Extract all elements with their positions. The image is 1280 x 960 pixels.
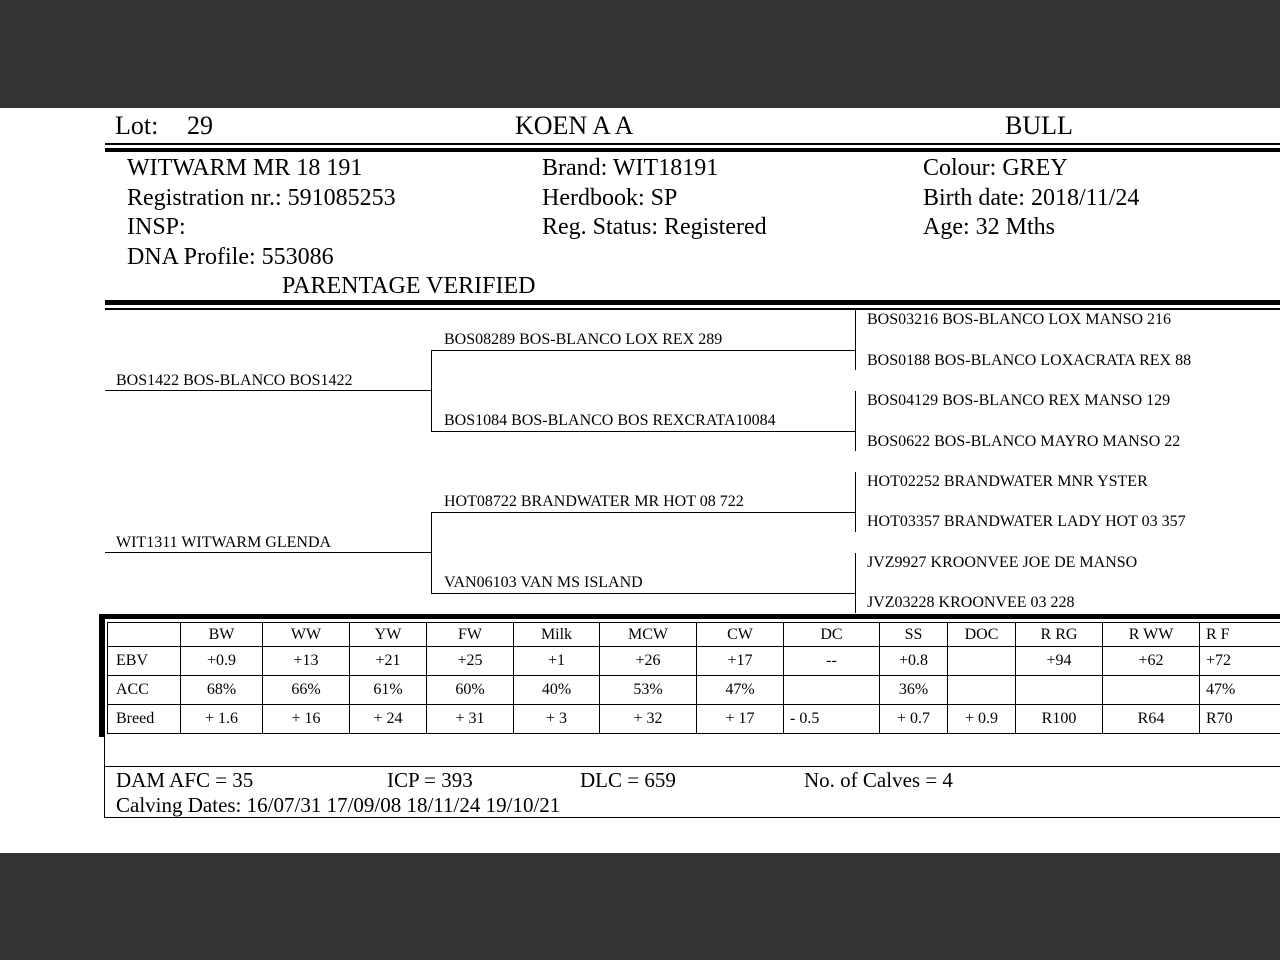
ebv-cell	[784, 676, 880, 705]
dam-box-top	[104, 766, 1280, 767]
pedigree-line	[431, 350, 855, 351]
dam-calves: No. of Calves = 4	[804, 768, 953, 792]
ebv-header-cell: Milk	[514, 623, 600, 647]
ebv-cell: 40%	[514, 676, 600, 705]
ebv-row-ebv	[108, 647, 1280, 676]
dna-profile: DNA Profile: 553086	[127, 244, 334, 270]
pedigree-line	[431, 431, 855, 432]
pedigree-dam-sire: HOT08722 BRANDWATER MR HOT 08 722	[444, 493, 744, 510]
pedigree-sire-dam: BOS1084 BOS-BLANCO BOS REXCRATA10084	[444, 412, 776, 429]
brand: Brand: WIT18191	[542, 155, 719, 181]
pedigree-ggp-2: BOS0188 BOS-BLANCO LOXACRATA REX 88	[867, 352, 1192, 369]
ebv-cell	[948, 676, 1016, 705]
ebv-row-label: ACC	[108, 676, 181, 705]
header-rule-thick	[105, 148, 1280, 152]
top-letterbox	[0, 0, 1280, 108]
pedigree-line	[105, 552, 432, 553]
ebv-cell: +21	[350, 647, 427, 676]
bottom-letterbox	[0, 853, 1280, 960]
pedigree-ggp-4: BOS0622 BOS-BLANCO MAYRO MANSO 22	[867, 433, 1181, 450]
ebv-header-cell: WW	[263, 623, 350, 647]
ebv-cell: 66%	[263, 676, 350, 705]
pedigree-ggp-6: HOT03357 BRANDWATER LADY HOT 03 357	[867, 513, 1186, 530]
ebv-row-label: Breed	[108, 705, 181, 734]
age: Age: 32 Mths	[923, 214, 1055, 240]
pedigree-line	[105, 390, 432, 391]
birth-date: Birth date: 2018/11/24	[923, 185, 1140, 211]
lot-sheet	[0, 108, 1280, 853]
pedigree-bracket	[431, 350, 432, 431]
colour: Colour: GREY	[923, 155, 1068, 181]
ebv-cell: 68%	[181, 676, 263, 705]
ebv-cell: + 24	[350, 705, 427, 734]
ebv-header-cell: R F	[1200, 623, 1280, 647]
ebv-header-cell: MCW	[600, 623, 697, 647]
ebv-header-cell: R RG	[1016, 623, 1103, 647]
herdbook: Herdbook: SP	[542, 185, 678, 211]
ebv-header-cell: DC	[784, 623, 880, 647]
ebv-cell: 61%	[350, 676, 427, 705]
ebv-cell: +1	[514, 647, 600, 676]
registration-nr: Registration nr.: 591085253	[127, 185, 396, 211]
ebv-cell: 36%	[880, 676, 948, 705]
pedigree-dam: WIT1311 WITWARM GLENDA	[116, 534, 332, 551]
ebv-table	[107, 622, 1280, 734]
ebv-cell: + 31	[427, 705, 514, 734]
pedigree-ggp-5: HOT02252 BRANDWATER MNR YSTER	[867, 473, 1148, 490]
animal-id: WITWARM MR 18 191	[127, 155, 363, 181]
ebv-cell: - 0.5	[784, 705, 880, 734]
ebv-cell: 53%	[600, 676, 697, 705]
dam-box-left	[104, 737, 105, 817]
pedigree-bracket	[855, 472, 856, 532]
ebv-cell	[1103, 676, 1200, 705]
ebv-cell: + 16	[263, 705, 350, 734]
ebv-cell: + 0.7	[880, 705, 948, 734]
details-rule-thick	[105, 300, 1280, 305]
ebv-cell: + 3	[514, 705, 600, 734]
parentage-verified: PARENTAGE VERIFIED	[282, 273, 536, 299]
ebv-header-cell	[108, 623, 181, 647]
header-rule	[105, 143, 1280, 145]
ebv-cell: 47%	[697, 676, 784, 705]
ebv-header-row	[108, 623, 1280, 647]
pedigree-bracket	[431, 512, 432, 593]
ebv-cell: +72	[1200, 647, 1280, 676]
ebv-cell: R64	[1103, 705, 1200, 734]
ebv-row-label: EBV	[108, 647, 181, 676]
pedigree-line	[431, 512, 855, 513]
calving-dates: Calving Dates: 16/07/31 17/09/08 18/11/24 19/10/21	[116, 793, 561, 817]
ebv-header-cell: CW	[697, 623, 784, 647]
ebv-cell: +26	[600, 647, 697, 676]
ebv-cell	[1016, 676, 1103, 705]
dam-icp: ICP = 393	[387, 768, 473, 792]
ebv-cell: + 17	[697, 705, 784, 734]
pedigree-ggp-7: JVZ9927 KROONVEE JOE DE MANSO	[867, 554, 1138, 571]
pedigree-bracket	[855, 310, 856, 370]
ebv-row-breed	[108, 705, 1280, 734]
ebv-cell: + 1.6	[181, 705, 263, 734]
ebv-cell: +0.9	[181, 647, 263, 676]
ebv-cell: + 32	[600, 705, 697, 734]
lot-label: Lot:	[115, 111, 159, 140]
ebv-cell: 47%	[1200, 676, 1280, 705]
ebv-cell: R70	[1200, 705, 1280, 734]
ebv-cell: +25	[427, 647, 514, 676]
details-rule	[105, 308, 1280, 310]
ebv-cell	[948, 647, 1016, 676]
dam-box-bottom	[104, 817, 1280, 818]
ebv-cell: +13	[263, 647, 350, 676]
ebv-header-cell: BW	[181, 623, 263, 647]
ebv-header-cell: R WW	[1103, 623, 1200, 647]
ebv-header-cell: YW	[350, 623, 427, 647]
ebv-cell: --	[784, 647, 880, 676]
ebv-cell: + 0.9	[948, 705, 1016, 734]
ebv-cell: +0.8	[880, 647, 948, 676]
pedigree-line	[431, 593, 855, 594]
ebv-top-rule	[99, 614, 1280, 619]
ebv-cell: +62	[1103, 647, 1200, 676]
pedigree-sire: BOS1422 BOS-BLANCO BOS1422	[116, 372, 353, 389]
ebv-cell: +94	[1016, 647, 1103, 676]
ebv-row-acc	[108, 676, 1280, 705]
animal-sex: BULL	[1005, 111, 1073, 140]
reg-status: Reg. Status: Registered	[542, 214, 767, 240]
pedigree-ggp-8: JVZ03228 KROONVEE 03 228	[867, 594, 1075, 611]
pedigree-bracket	[855, 553, 856, 613]
lot-number: 29	[187, 111, 213, 140]
ebv-cell: +17	[697, 647, 784, 676]
ebv-header-cell: SS	[880, 623, 948, 647]
pedigree-ggp-3: BOS04129 BOS-BLANCO REX MANSO 129	[867, 392, 1171, 409]
pedigree-dam-dam: VAN06103 VAN MS ISLAND	[444, 574, 643, 591]
pedigree-sire-sire: BOS08289 BOS-BLANCO LOX REX 289	[444, 331, 723, 348]
dam-afc: DAM AFC = 35	[116, 768, 254, 792]
animal-name: KOEN A A	[515, 111, 634, 140]
ebv-header-cell: FW	[427, 623, 514, 647]
ebv-cell: 60%	[427, 676, 514, 705]
pedigree-bracket	[855, 391, 856, 451]
dam-dlc: DLC = 659	[580, 768, 676, 792]
ebv-left-bar	[99, 614, 105, 737]
ebv-header-cell: DOC	[948, 623, 1016, 647]
pedigree-ggp-1: BOS03216 BOS-BLANCO LOX MANSO 216	[867, 311, 1172, 328]
insp: INSP:	[127, 214, 186, 240]
ebv-cell: R100	[1016, 705, 1103, 734]
